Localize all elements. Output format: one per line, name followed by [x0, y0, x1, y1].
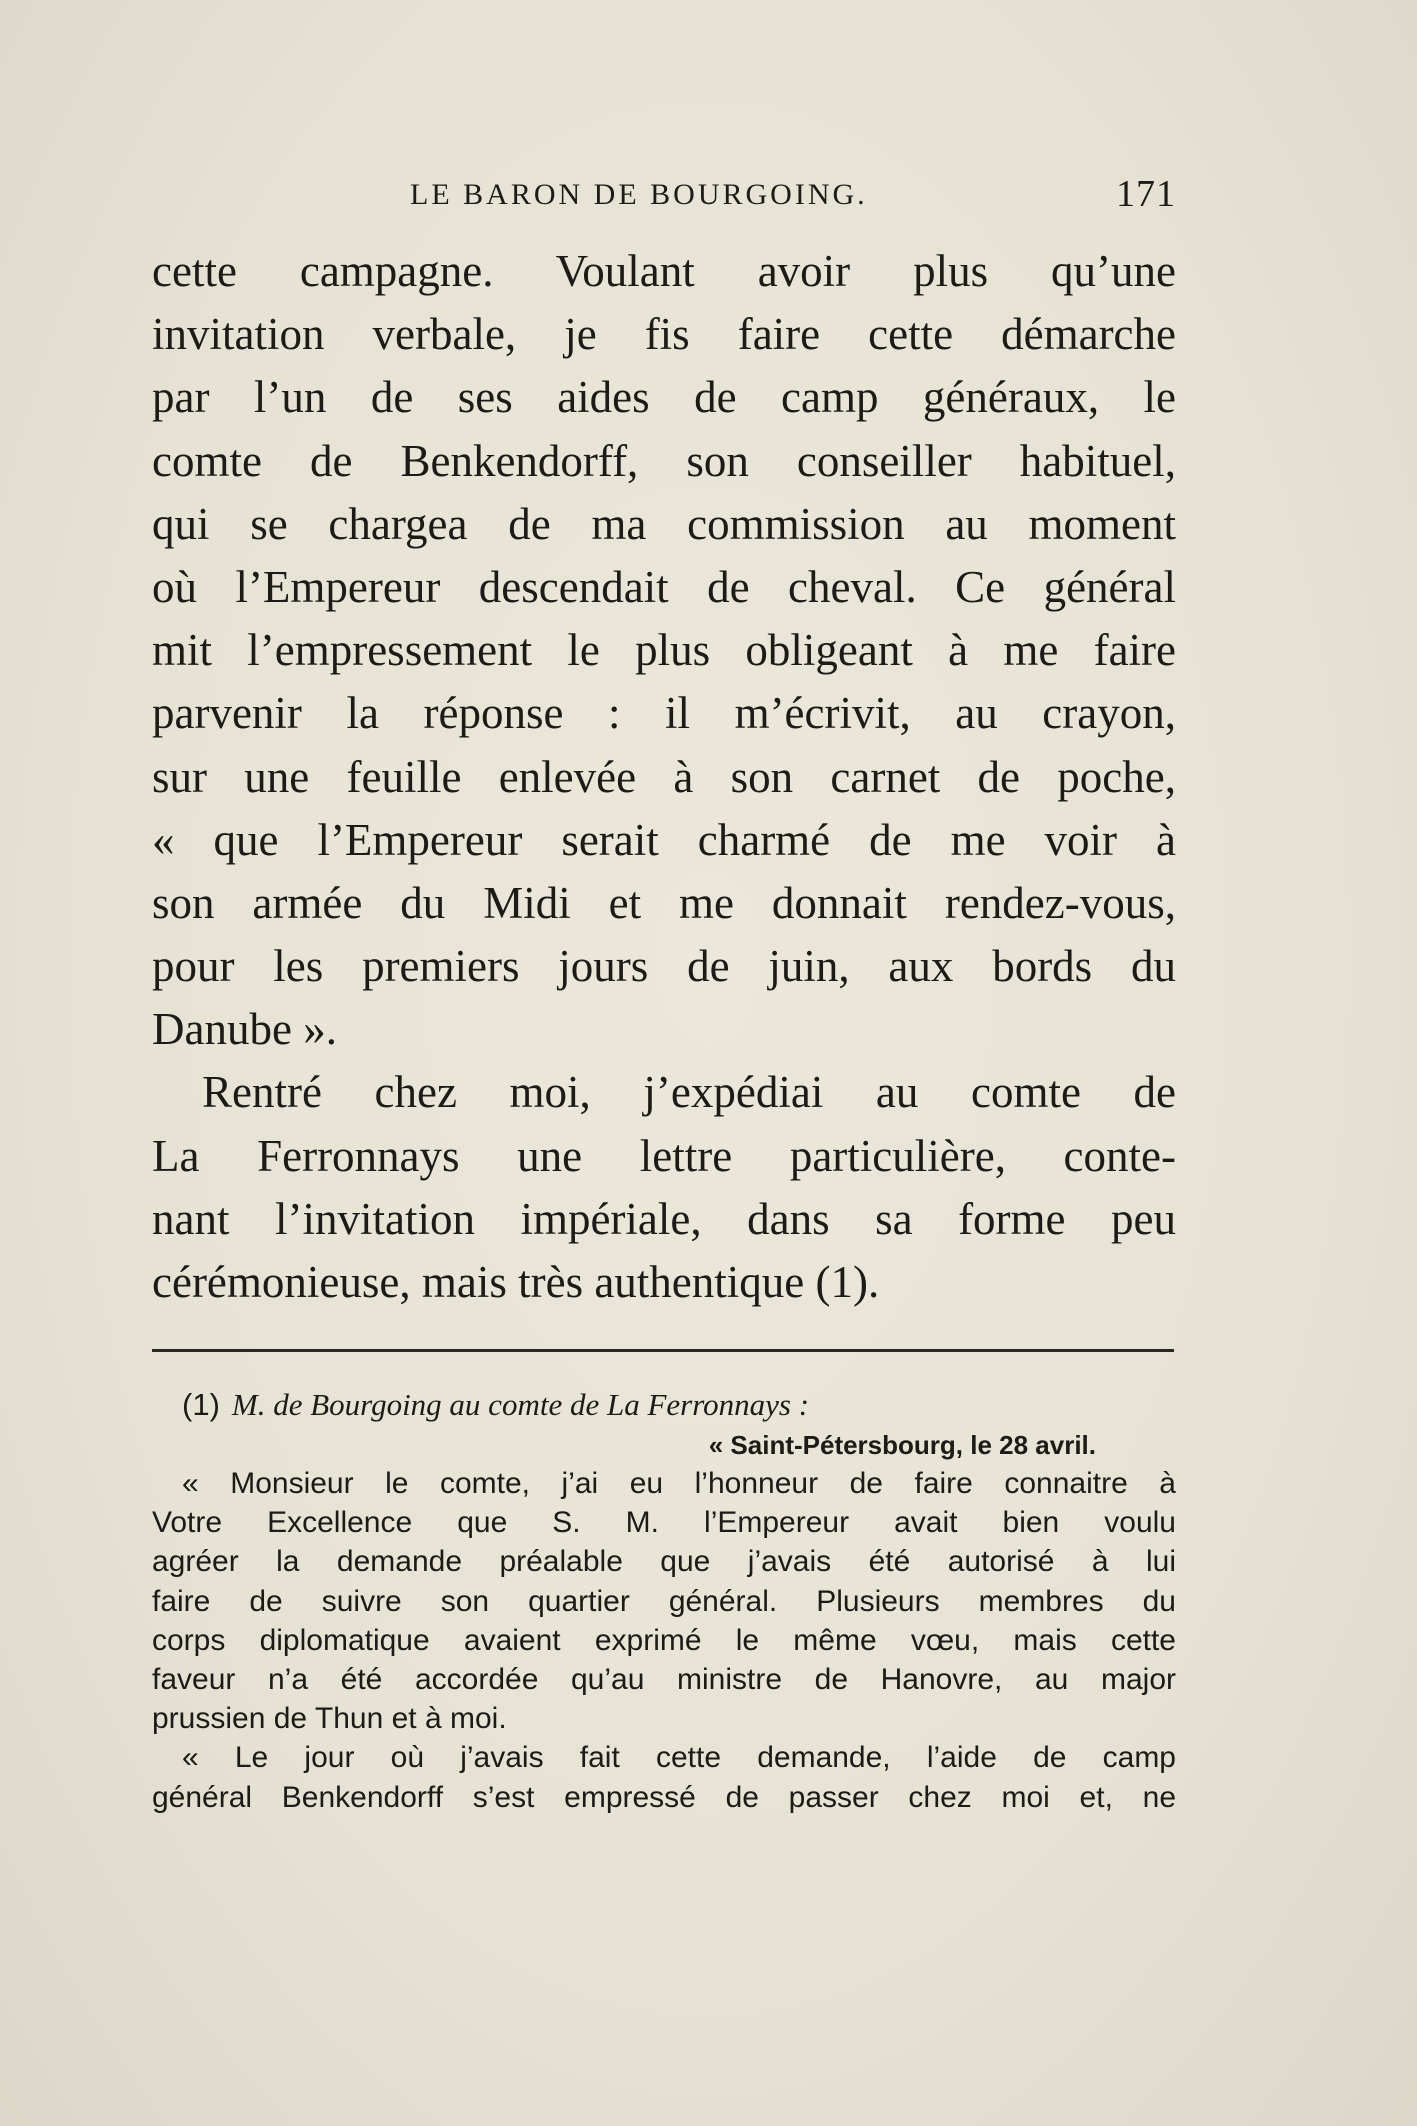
- text-line: Danube ».: [152, 1004, 337, 1055]
- footnote-rule: [152, 1349, 1174, 1352]
- page-number: 171: [1116, 173, 1176, 215]
- text-line: par l’un de ses aides de camp généraux, le: [152, 372, 1176, 423]
- footnote-line: prussien de Thun et à moi.: [152, 1702, 507, 1736]
- footnote-line: Votre Excellence que S. M. l’Empereur avait bien voulu: [152, 1506, 1176, 1540]
- footnote-number: (1): [182, 1387, 220, 1422]
- footnote-line: « Le jour où j’avais fait cette demande, l’aide de camp: [182, 1741, 1176, 1775]
- footnote: [152, 1384, 1176, 1817]
- text-line: La Ferronnays une lettre particulière, conte-: [152, 1130, 1176, 1181]
- text-line: comte de Benkendorff, son conseiller habituel,: [152, 435, 1176, 486]
- footnote-line: faveur n’a été accordée qu’au ministre de Hanovre, au major: [152, 1662, 1176, 1696]
- text-line: cérémonieuse, mais très authentique (1).: [152, 1257, 880, 1307]
- text-line: où l’Empereur descendait de cheval. Ce général: [152, 561, 1176, 612]
- text-line: mit l’empressement le plus obligeant à me faire: [152, 625, 1176, 676]
- footnote-dateline: « Saint-Pétersbourg, le 28 avril.: [708, 1430, 1096, 1460]
- running-head: LE BARON DE BOURGOING.: [410, 178, 868, 211]
- footnote-title: M. de Bourgoing au comte de La Ferronnays :: [231, 1387, 810, 1422]
- text-line: invitation verbale, je fis faire cette démarche: [152, 309, 1176, 360]
- text-line: Rentré chez moi, j’expédiai au comte de: [202, 1067, 1176, 1118]
- footnote-line: corps diplomatique avaient exprimé le même vœu, mais cette: [152, 1623, 1176, 1657]
- text-line: son armée du Midi et me donnait rendez-vous,: [152, 877, 1176, 928]
- footnote-heading: [152, 1384, 1176, 1426]
- text-line: « que l’Empereur serait charmé de me voir à: [152, 814, 1176, 865]
- text-line: pour les premiers jours de juin, aux bords du: [152, 941, 1176, 992]
- text-line: sur une feuille enlevée à son carnet de poche,: [152, 751, 1176, 802]
- page-header: [150, 173, 1180, 226]
- main-text: [152, 240, 1176, 1314]
- footnote-line: « Monsieur le comte, j’ai eu l’honneur de faire connaitre à: [182, 1467, 1176, 1500]
- text-line: cette campagne. Voulant avoir plus qu’une: [152, 246, 1176, 296]
- text-line: qui se chargea de ma commission au moment: [152, 498, 1176, 549]
- text-line: parvenir la réponse : il m’écrivit, au crayon,: [152, 688, 1176, 739]
- footnote-line: faire de suivre son quartier général. Plusieurs membres du: [152, 1584, 1176, 1618]
- footnote-line: général Benkendorff s’est empressé de passer chez moi et, ne: [152, 1780, 1176, 1814]
- text-line: nant l’invitation impériale, dans sa forme peu: [152, 1193, 1176, 1244]
- footnote-line: agréer la demande préalable que j’avais été autorisé à lui: [152, 1545, 1176, 1579]
